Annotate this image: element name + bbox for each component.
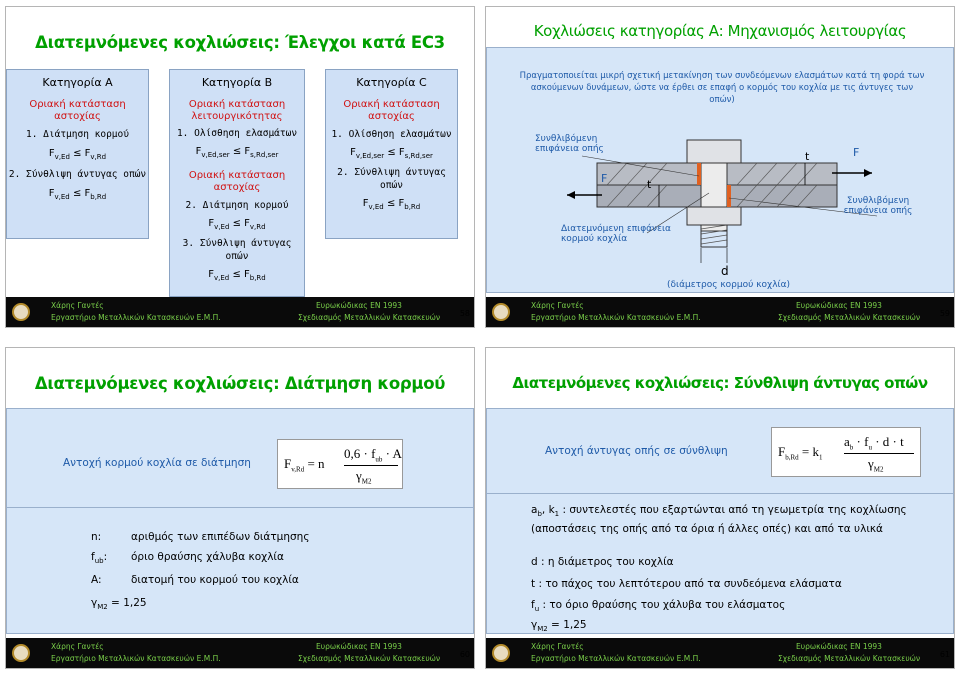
category-c-box [325,69,458,239]
page-number: 60 [459,650,470,659]
check-formula: $F_{v,Ed} \le F_{v,Rd}$ [48,148,107,161]
footer-course: Σχεδιασμός Μεταλλικών Κατασκευών [778,654,921,663]
shear-plane-label: Διατεμνόμενη επιφάνεια κορμού κοχλία [561,224,671,244]
bolt-head [687,140,741,163]
footer-code: Ευρωκώδικας EN 1993 [316,642,402,651]
def-fub-symbol: $f_{ub}$: [91,551,108,566]
footer-course: Σχεδιασμός Μεταλλικών Κατασκευών [298,654,441,663]
category-b-box [169,69,305,297]
footer-code: Ευρωκώδικας EN 1993 [796,642,882,651]
thickness-label-right: t [805,150,810,163]
slide-title: Διατεμνόμενες κοχλιώσεις: Διάτμηση κορμού [34,373,446,393]
slide-title: Διατεμνόμενες κοχλιώσεις: Έλεγχοι κατά EC3 [35,32,445,52]
content-box [6,408,474,634]
check-formula: $F_{v,Ed} \le F_{b,Rd}$ [208,269,266,282]
footer-code: Ευρωκώδικας EN 1993 [316,301,402,310]
slide-60 [5,347,475,669]
check-item: 1. Ολίσθηση ελασμάτων [331,129,452,140]
force-label-right: F [853,146,860,159]
limit-state-label: Οριακή κατάσταση αστοχίας [188,170,286,193]
page-number: 59 [939,309,950,318]
slide-footer [486,297,954,327]
footer-lab: Εργαστήριο Μεταλλικών Κατασκευών Ε.Μ.Π. [51,654,221,663]
def-n-symbol: n: [91,531,102,543]
left-bearing-label: Συνθλιβόμενη επιφάνεια οπής [535,134,604,154]
shear-formula: $F_{v,Rd} = n$ $0,6 \cdot f_{ub} \cdot A$ $\gamma_{M2}$ [277,439,403,489]
check-item: 3. Σύνθλιψη άντυγας οπών [182,238,292,262]
def-a-description: διατομή του κορμού του κοχλία [131,574,299,586]
footer-code: Ευρωκώδικας EN 1993 [796,301,882,310]
footer-lab: Εργαστήριο Μεταλλικών Κατασκευών Ε.Μ.Π. [531,313,701,322]
slide-footer [486,638,954,668]
check-formula: $F_{v,Ed,ser} \le F_{s,Rd,ser}$ [350,147,433,160]
diameter-label: d [721,264,729,278]
bolt-diagram [487,48,955,296]
page-number: 61 [939,650,950,659]
page-number: 58 [459,309,470,318]
content-box [486,47,954,293]
footer-course: Σχεδιασμός Μεταλλικών Κατασκευών [298,313,441,322]
check-item: 2. Σύνθλιψη άντυγας οπών [337,167,446,191]
category-c-heading: Κατηγορία C [356,76,427,89]
slide-title: Κοχλιώσεις κατηγορίας Α: Μηχανισμός λειτουργίας [533,22,907,40]
limit-state-label: Οριακή κατάσταση λειτουργικότητας [188,99,286,122]
def-gamma: $\gamma_{M2} = 1,25$ [531,619,587,634]
bolt-nut [687,207,741,225]
intro-paragraph: Πραγματοποιείται μικρή σχετική μετακίνηση των συνδεόμενων ελασμάτων κατά τη φορά των ασκούμενων δυνάμεων, ώστε να έρθει σε επαφή ο κορμός του κοχλία με τις άντυγες των οπών) [519,71,925,105]
def-fu: $f_u$ : το όριο θραύσης του χάλυβα του ελάσματος [531,599,786,614]
def-gamma: $\gamma_{M2} = 1,25$ [91,597,147,612]
category-a-heading: Κατηγορία A [42,76,113,89]
def-ab-k1: $a_b$, $k_1$ : συντελεστές που εξαρτώνται από τη γεωμετρία της κοχλίωσης (αποστάσεις της οπής από τα όρια ή άλλες οπές) και από τα υλικά [531,504,907,536]
footer-author: Χάρης Γαντές [531,301,584,310]
slide-footer [6,297,474,327]
university-logo-icon [492,644,510,662]
check-formula: $F_{v,Ed} \le F_{v,Rd}$ [208,218,266,231]
def-a-symbol: A: [91,574,102,586]
slide-58 [5,6,475,328]
check-item: 2. Σύνθλιψη άντυγας οπών [8,169,147,180]
limit-state-label: Οριακή κατάσταση αστοχίας [343,99,440,122]
formula-label: Αντοχή άντυγας οπής σε σύνθλιψη [545,445,728,457]
university-logo-icon [492,303,510,321]
bearing-formula: $F_{b,Rd} = k_1$ $a_b \cdot f_u \cdot d \cdot t$ $\gamma_{M2}$ [771,427,921,477]
check-formula: $F_{v,Ed,ser} \le F_{s,Rd,ser}$ [195,146,279,159]
right-bearing-label: Συνθλιβόμενη επιφάνεια οπής [843,196,913,216]
check-formula: $F_{v,Ed} \le F_{b,Rd}$ [362,198,421,211]
def-fub-description: όριο θραύσης χάλυβα κοχλία [131,551,284,563]
check-item: 1. Ολίσθηση ελασμάτων [176,128,298,139]
category-b-heading: Κατηγορία B [201,76,273,89]
diameter-description: (διάμετρος κορμού κοχλία) [667,280,791,290]
limit-state-label: Οριακή κατάσταση αστοχίας [29,99,126,122]
footer-author: Χάρης Γαντές [51,642,104,651]
category-a-box [6,69,149,239]
slide-59 [485,6,955,328]
footer-author: Χάρης Γαντές [531,642,584,651]
slide-title: Διατεμνόμενες κοχλιώσεις: Σύνθλιψη άντυγας οπών [512,374,928,392]
slide-footer [6,638,474,668]
footer-lab: Εργαστήριο Μεταλλικών Κατασκευών Ε.Μ.Π. [531,654,701,663]
thickness-label-left: t [647,178,652,191]
def-t: t : το πάχος του λεπτότερου από τα συνδεόμενα ελάσματα [531,578,842,590]
def-d: d : η διάμετρος του κοχλία [531,556,674,568]
footer-author: Χάρης Γαντές [51,301,104,310]
slide-61 [485,347,955,669]
formula-label: Αντοχή κορμού κοχλία σε διάτμηση [63,457,251,469]
check-formula: $F_{v,Ed} \le F_{b,Rd}$ [48,188,107,201]
footer-course: Σχεδιασμός Μεταλλικών Κατασκευών [778,313,921,322]
university-logo-icon [12,644,30,662]
university-logo-icon [12,303,30,321]
check-item: 2. Διάτμηση κορμού [185,200,289,211]
force-label-left: F [601,172,608,185]
check-item: 1. Διάτμηση κορμού [26,129,129,140]
def-n-description: αριθμός των επιπέδων διάτμησης [131,531,310,543]
footer-lab: Εργαστήριο Μεταλλικών Κατασκευών Ε.Μ.Π. [51,313,221,322]
content-box [486,408,954,634]
